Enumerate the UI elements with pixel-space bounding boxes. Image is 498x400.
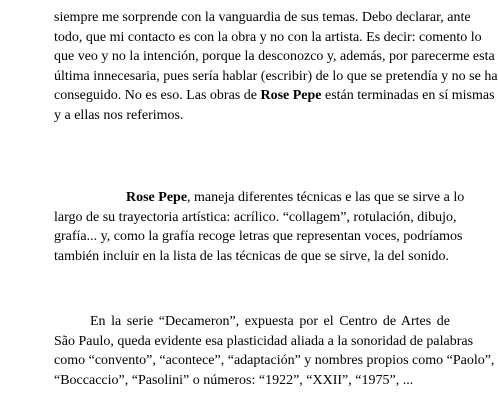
text-line: São Paulo, queda evidente esa plasticidad aliada a la sonoridad de palabras: [54, 333, 474, 349]
text-line: que veo y no la intención, porque la desconozco y, además, por parecerme esta: [54, 49, 495, 64]
text-line: última innecesaria, pues sería hablar (escribir) de lo que se pretendía y no se ha: [54, 68, 498, 84]
text-line: “Boccaccio”, “Pasolini” o números: “1922”, “XXII”, “1975”, ...: [54, 372, 414, 388]
artist-name: Rose Pepe: [260, 88, 322, 103]
text-run: , maneja diferentes técnicas e las que se sirve a lo: [187, 190, 465, 205]
text-line: [54, 86, 495, 106]
text-line: grafía... y, como la grafía recoge letras que representan voces, podríamos: [54, 229, 463, 244]
text-line: y a ellas nos referimos.: [54, 107, 184, 123]
text-line: también incluir en la lista de las técnicas de que se sirve, la del sonido.: [54, 248, 449, 264]
text-line: como “convento”, “acontece”, “adaptación” y nombres propios como “Paolo”,: [54, 353, 495, 368]
paragraph-1: [54, 8, 498, 125]
text-line: todo, que mi contacto es con la obra y no con la artista. Es decir: comento lo: [54, 29, 482, 45]
text-line: largo de su trayectoria artística: acrílico. “collagem”, rotulación, dibujo,: [54, 209, 457, 225]
artist-name: Rose Pepe: [126, 190, 188, 205]
paragraph-3: [54, 312, 495, 390]
text-line: En la serie “Decameron”, expuesta por el Centro de Artes de: [90, 314, 450, 329]
text-line: siempre me sorprende con la vanguardia de sus temas. Debo declarar, ante: [54, 10, 471, 25]
text-run: conseguido. No es eso. Las obras de: [54, 88, 261, 103]
text-run: están terminadas en sí mismas: [321, 88, 495, 103]
paragraph-2: [54, 188, 465, 266]
text-line: [54, 188, 465, 208]
